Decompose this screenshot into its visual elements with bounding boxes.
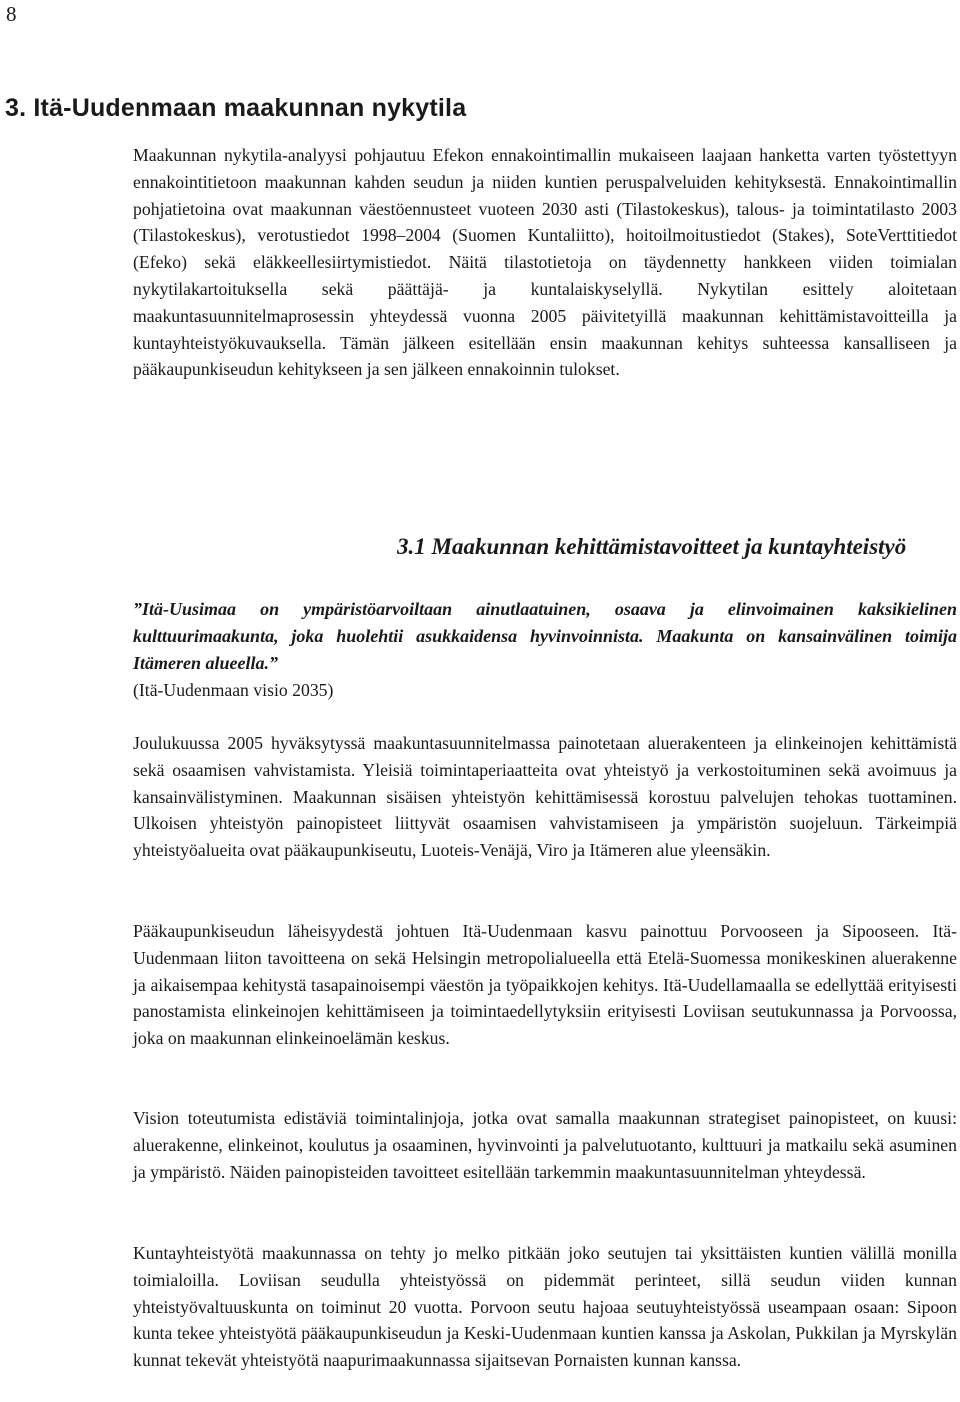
body-paragraph: Joulukuussa 2005 hyväksytyssä maakuntasuunnitelmassa painotetaan aluerakenteen ja elinkeinojen kehittämistä sekä osaamisen vahvistamista. Yleisiä toimintaperiaatteita ovat yhteistyö ja verkostoituminen sekä avoimuus ja kansainvälistyminen. Maakunnan sisäisen yhteistyön kehittämisessä korostuu palvelujen tehokas tuottaminen. Ulkoisen yhteistyön painopisteet liittyvät osaamisen vahvistamiseen ja ympäristön suojeluun. Tärkeimpiä yhteistyöalueita ovat pääkaupunkiseutu, Luoteis-Venäjä, Viro ja Itämeren alue yleensäkin. bbox=[133, 733, 957, 861]
body-paragraph: Pääkaupunkiseudun läheisyydestä johtuen Itä-Uudenmaan kasvu painottuu Porvooseen ja Sipooseen. Itä-Uudenmaan liiton tavoitteena on sekä Helsingin metropolialueella että Etelä-Suomessa monikeskinen aluerakenne ja aikaisempaa kehitystä tasapainoisempi väestön ja työpaikkojen kehitys. Itä-Uudellamaalla se edellyttää erityisesti panostamista elinkeinojen kehittämiseen ja toimintaedellytyksiin erityisesti Loviisan seutukunnassa ja Porvoossa, joka on maakunnan elinkeinoelämän keskus. bbox=[133, 921, 957, 1049]
intro-paragraph: Maakunnan nykytila-analyysi pohjautuu Efekon ennakointimallin mukaiseen laajaan hanketta varten työstettyyn ennakointitietoon maakunnan kahden seudun ja niiden kuntien peruspalveluiden kehityksestä. Ennakointimallin pohjatietoina ovat maakunnan väestöennusteet vuoteen 2030 asti (Tilastokeskus), talous- ja toimintatilasto 2003 (Tilastokeskus), verotustiedot 1998–2004 (Suomen Kuntaliitto), hoitoilmoitustiedot (Stakes), SoteVerttitiedot (Efeko) sekä eläkkeellesiirtymistiedot. Näitä tilastotietoja on täydennetty hankkeen viiden toimialan nykytilakartoituksella sekä päättäjä- ja kuntalaiskyselyllä. Nykytilan esittely aloitetaan maakuntasuunnitelmaprosessin yhteydessä vuonna 2005 päivitetyillä maakunnan kehittämistavoitteilla ja kuntayhteistyökuvauksella. Tämän jälkeen esitellään ensin maakunnan kehitys suhteessa kansalliseen ja pääkaupunkiseudun kehitykseen ja sen jälkeen ennakoinnin tulokset. bbox=[133, 145, 957, 380]
vision-quote: ”Itä-Uusimaa on ympäristöarvoiltaan ainutlaatuinen, osaava ja elinvoimainen kaksikielinen kulttuurimaakunta, joka huolehtii asukkaidensa hyvinvoinnista. Maakunta on kansainvälinen toimija Itämeren alueella.” bbox=[133, 599, 957, 673]
page-number: 8 bbox=[6, 2, 17, 26]
section-title: 3.1 Maakunnan kehittämistavoitteet ja kuntayhteistyö bbox=[397, 534, 907, 559]
body-paragraph: Vision toteutumista edistäviä toimintalinjoja, jotka ovat samalla maakunnan strategiset painopisteet, on kuusi: aluerakenne, elinkeinot, koulutus ja osaaminen, hyvinvointi ja palvelutuotanto, kulttuuri ja matkailu sekä asuminen ja ympäristö. Näiden painopisteiden tavoitteet esitellään tarkemmin maakuntasuunnitelman yhteydessä. bbox=[133, 1108, 957, 1182]
body-paragraph: Kuntayhteistyötä maakunnassa on tehty jo melko pitkään joko seutujen tai yksittäisten kuntien välillä monilla toimialoilla. Loviisan seudulla yhteistyössä on pidemmät perinteet, sillä seudun viiden kunnan yhteistyövaltuuskunta on toiminut 20 vuotta. Porvoon seutu hajoaa seutuyhteistyössä useampaan osaan: Sipoon kunta tekee yhteistyötä pääkaupunkiseudun ja Keski-Uudenmaan kuntien kanssa ja Askolan, Pukkilan ja Myrskylän kunnat tekevät yhteistyötä naapurimaakunnassa sijaitsevan Pornaisten kunnan kanssa. bbox=[133, 1243, 957, 1371]
vision-source: (Itä-Uudenmaan visio 2035) bbox=[133, 680, 334, 700]
chapter-title: 3. Itä-Uudenmaan maakunnan nykytila bbox=[5, 94, 467, 122]
